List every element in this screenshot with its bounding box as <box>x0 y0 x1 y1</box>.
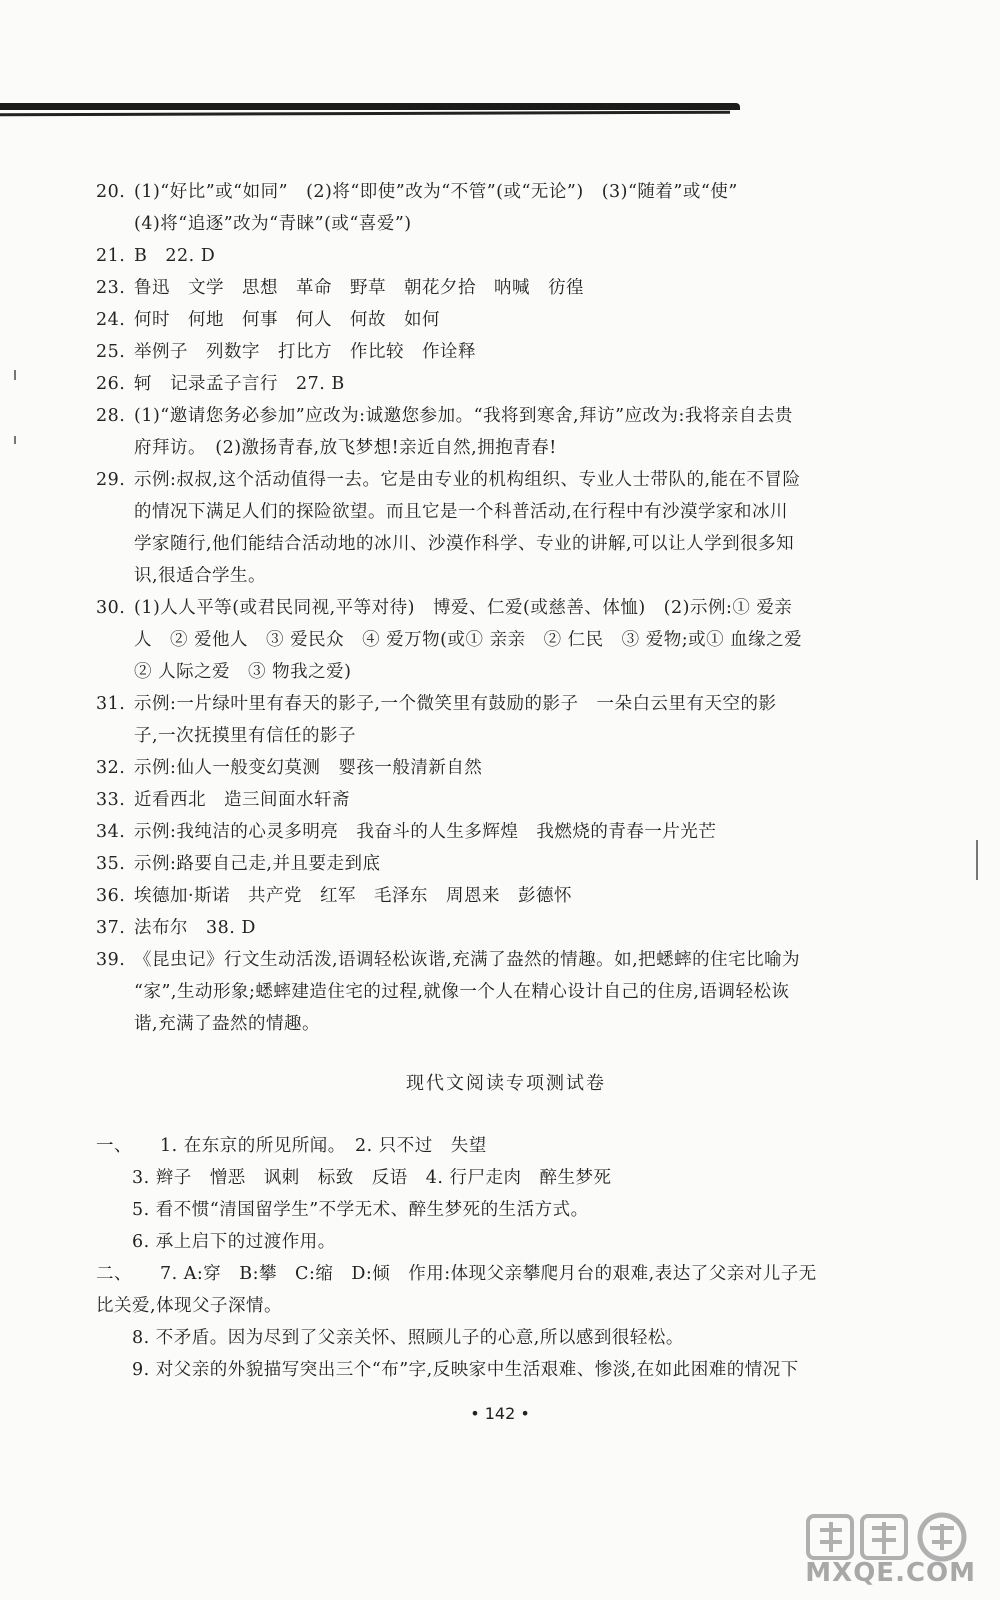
answer-item <box>96 400 886 464</box>
watermark-logo-icon <box>806 1512 976 1562</box>
answer-line: 轲 记录孟子言行 27. B <box>134 374 345 394</box>
answer-body <box>134 400 886 464</box>
answer-item <box>96 464 886 592</box>
answer-body <box>134 176 886 240</box>
answer-item <box>96 784 886 816</box>
margin-mark <box>14 370 16 380</box>
answer-number: 37. <box>96 918 126 938</box>
answer-body <box>134 880 886 912</box>
answer-body <box>134 464 886 592</box>
section-line: 6. 承上启下的过渡作用。 <box>132 1232 336 1252</box>
answer-item <box>96 752 886 784</box>
section-item <box>96 1258 886 1290</box>
answer-line: 《昆虫记》行文生动活泼,语调轻松诙谐,充满了盎然的情趣。如,把蟋蟀的住宅比喻为 <box>134 950 801 970</box>
answer-body <box>134 816 886 848</box>
answer-item <box>96 592 886 688</box>
answer-line: 识,很适合学生。 <box>134 566 267 586</box>
section-line: 3. 辫子 憎恶 讽刺 标致 反语 4. 行尸走肉 醉生梦死 <box>132 1168 612 1188</box>
answer-line: 的情况下满足人们的探险欲望。而且它是一个科普活动,在行程中有沙漠学家和冰川 <box>134 502 789 522</box>
answer-number: 25. <box>96 342 126 362</box>
answer-number: 34. <box>96 822 126 842</box>
margin-mark <box>14 436 16 444</box>
answer-line: (4)将“追逐”改为“青睐”(或“喜爱”) <box>134 214 412 234</box>
answer-line: 子,一次抚摸里有信任的影子 <box>134 726 357 746</box>
answer-line: 学家随行,他们能结合活动地的冰川、沙漠作科学、专业的讲解,可以让人学到很多知 <box>134 534 795 554</box>
answer-body <box>134 304 886 336</box>
answer-body <box>134 240 886 272</box>
answer-item <box>96 880 886 912</box>
answer-line: 示例:叔叔,这个活动值得一去。它是由专业的机构组织、专业人士带队的,能在不冒险 <box>134 470 801 490</box>
answer-number: 31. <box>96 694 126 714</box>
answer-line: 埃德加·斯诺 共产党 红军 毛泽东 周恩来 彭德怀 <box>134 886 573 906</box>
watermark <box>806 1512 976 1588</box>
answer-number: 28. <box>96 406 126 426</box>
answer-item <box>96 944 886 1040</box>
answer-line: 谐,充满了盎然的情趣。 <box>134 1014 321 1034</box>
answer-number: 21. <box>96 246 126 266</box>
answer-line: 近看西北 造三间面水轩斋 <box>134 790 350 810</box>
section-line: 比关爱,体现父子深情。 <box>96 1296 283 1316</box>
page-number: • 142 • <box>470 1404 530 1423</box>
answer-line: 府拜访。 (2)激扬青春,放飞梦想!亲近自然,拥抱青春! <box>134 438 557 458</box>
top-rule <box>0 103 740 110</box>
answer-number: 30. <box>96 598 126 618</box>
section-number: 二、 <box>96 1264 132 1284</box>
answer-body <box>134 944 886 1040</box>
answer-body <box>134 912 886 944</box>
answer-item <box>96 336 886 368</box>
answer-item <box>96 368 886 400</box>
answer-line: ② 人际之爱 ③ 物我之爱) <box>134 662 352 682</box>
answer-body <box>134 784 886 816</box>
answer-line: 鲁迅 文学 思想 革命 野草 朝花夕拾 呐喊 彷徨 <box>134 278 584 298</box>
section-title: 现代文阅读专项测试卷 <box>406 1073 606 1094</box>
answer-number: 36. <box>96 886 126 906</box>
answer-line: (1)“好比”或“如同” (2)将“即使”改为“不管”(或“无论”) (3)“随着”或“使” <box>134 182 738 202</box>
answer-body <box>134 368 886 400</box>
answer-item <box>96 688 886 752</box>
answer-body <box>134 848 886 880</box>
answer-number: 35. <box>96 854 126 874</box>
answer-content <box>96 176 886 1386</box>
answer-line: “家”,生动形象;蟋蟀建造住宅的过程,就像一个人在精心设计自己的住房,语调轻松诙 <box>134 982 790 1002</box>
answer-number: 23. <box>96 278 126 298</box>
answer-number: 32. <box>96 758 126 778</box>
section-line: 9. 对父亲的外貌描写突出三个“布”字,反映家中生活艰难、惨淡,在如此困难的情况下 <box>132 1360 799 1380</box>
answer-number: 20. <box>96 182 126 202</box>
answer-item <box>96 912 886 944</box>
answer-number: 39. <box>96 950 126 970</box>
answer-line: (1)人人平等(或君民同视,平等对待) 博爱、仁爱(或慈善、体恤) (2)示例:① 爱亲 <box>134 598 793 618</box>
section-line: 7. A:穿 B:攀 C:缩 D:倾 作用:体现父亲攀爬月台的艰难,表达了父亲对儿子无 <box>160 1264 817 1284</box>
answer-line: 示例:路要自己走,并且要走到底 <box>134 854 381 874</box>
answer-body <box>134 272 886 304</box>
answer-number: 26. <box>96 374 126 394</box>
answer-line: 举例子 列数字 打比方 作比较 作诠释 <box>134 342 476 362</box>
section-line: 8. 不矛盾。因为尽到了父亲关怀、照顾儿子的心意,所以感到很轻松。 <box>132 1328 684 1348</box>
answer-body <box>134 592 886 688</box>
section-number: 一、 <box>96 1136 132 1156</box>
answer-body <box>134 336 886 368</box>
margin-mark <box>976 840 978 880</box>
section-line: 1. 在东京的所见所闻。 2. 只不过 失望 <box>160 1136 487 1156</box>
answer-number: 33. <box>96 790 126 810</box>
answer-item <box>96 816 886 848</box>
watermark-text: MXQE.COM <box>805 1558 976 1588</box>
answer-line: 示例:仙人一般变幻莫测 婴孩一般清新自然 <box>134 758 483 778</box>
answer-item <box>96 848 886 880</box>
answer-item <box>96 240 886 272</box>
section-line: 5. 看不惯“清国留学生”不学无术、醉生梦死的生活方式。 <box>132 1200 589 1220</box>
answer-line: 示例:我纯洁的心灵多明亮 我奋斗的人生多辉煌 我燃烧的青春一片光芒 <box>134 822 717 842</box>
answer-number: 24. <box>96 310 126 330</box>
answer-item <box>96 272 886 304</box>
answer-body <box>134 688 886 752</box>
answer-line: 何时 何地 何事 何人 何故 如何 <box>134 310 440 330</box>
answer-number: 29. <box>96 470 126 490</box>
answer-line: 示例:一片绿叶里有春天的影子,一个微笑里有鼓励的影子 一朵白云里有天空的影 <box>134 694 777 714</box>
answer-line: (1)“邀请您务必参加”应改为:诚邀您参加。“我将到寒舍,拜访”应改为:我将亲自去贵 <box>134 406 793 426</box>
answer-body <box>134 752 886 784</box>
answer-line: B 22. D <box>134 246 216 266</box>
answer-item <box>96 304 886 336</box>
section-item <box>96 1130 886 1162</box>
answer-item <box>96 176 886 240</box>
answer-line: 法布尔 38. D <box>134 918 256 938</box>
answer-line: 人 ② 爱他人 ③ 爱民众 ④ 爱万物(或① 亲亲 ② 仁民 ③ 爱物;或① 血缘之爱 <box>134 630 803 650</box>
